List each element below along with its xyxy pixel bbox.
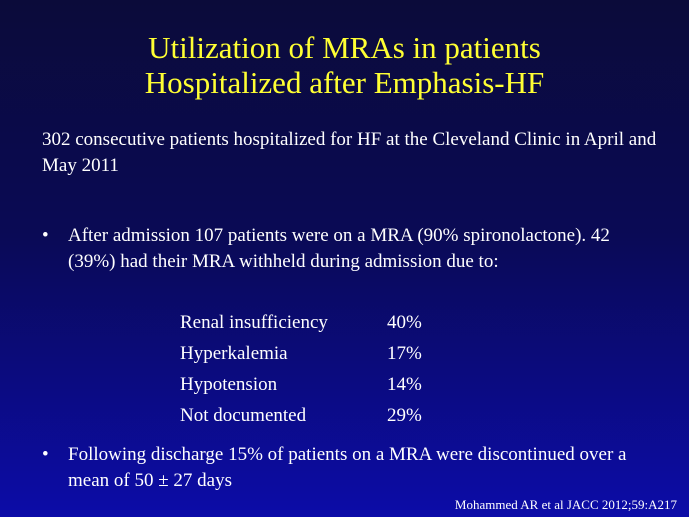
reason-label: Hyperkalemia [180, 343, 288, 364]
reason-percent: 29% [387, 405, 422, 426]
reason-percent: 14% [387, 374, 422, 395]
reason-label: Hypotension [180, 374, 278, 395]
reason-percent: 17% [387, 343, 422, 364]
slide-title [0, 30, 689, 100]
title-line-2: Hospitalized after Emphasis-HF [144, 65, 545, 100]
intro-text: 302 consecutive patients hospitalized for HF at the Cleveland Clinic in April and May 2011 [42, 129, 657, 176]
reason-percent: 40% [387, 312, 422, 333]
reason-label: Renal insufficiency [180, 312, 328, 333]
bullet-marker: • [42, 225, 49, 246]
reason-label: Not documented [180, 405, 307, 426]
citation: Mohammed AR et al JACC 2012;59:A217 [454, 497, 677, 512]
bullet-marker: • [42, 444, 49, 465]
bullet-text: Following discharge 15% of patients on a MRA were discontinued over a mean of 50 ± 27 days [68, 444, 627, 491]
title-line-1: Utilization of MRAs in patients [148, 30, 541, 65]
bullet-text: After admission 107 patients were on a MRA (90% spironolactone). 42 (39%) had their MRA withheld during admission due to: [68, 225, 610, 272]
